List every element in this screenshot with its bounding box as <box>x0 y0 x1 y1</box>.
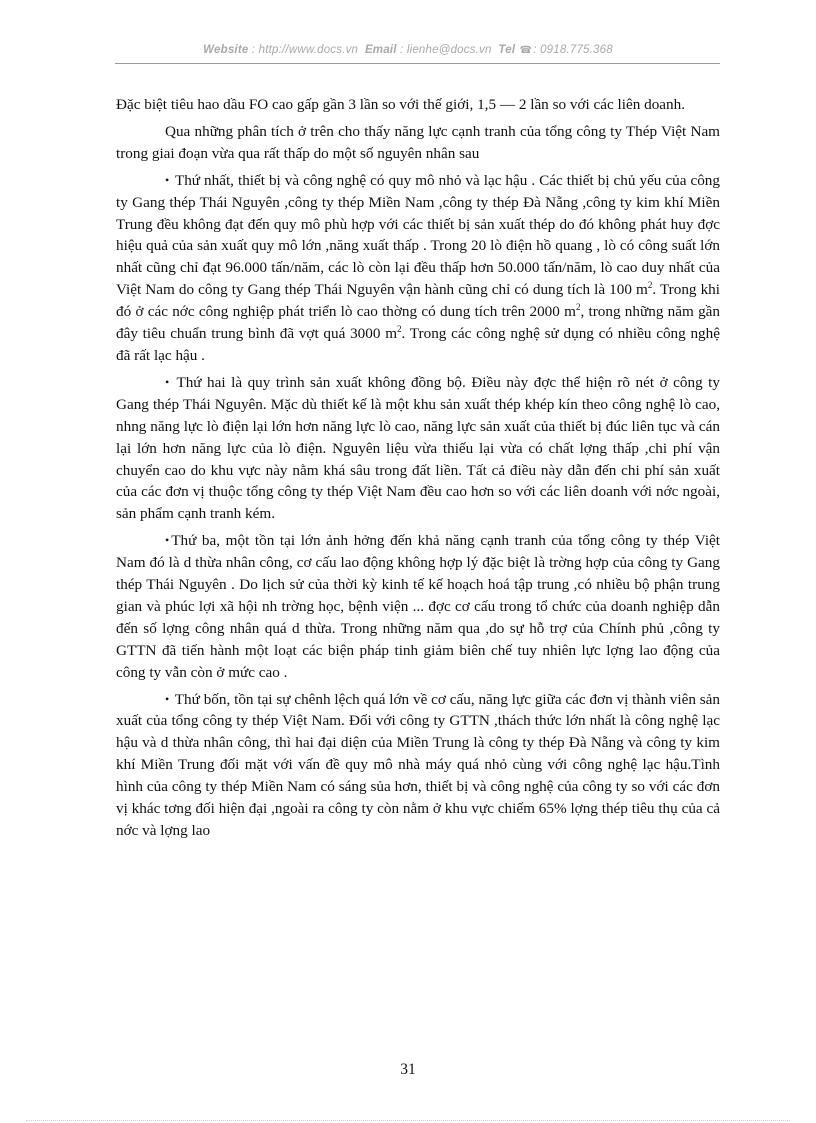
header-divider <box>115 63 720 64</box>
paragraph-intro: Đặc biệt tiêu hao dầu FO cao gấp gần 3 lần so với thế giới, 1,5 — 2 lần so với các liên doanh. <box>116 96 686 113</box>
point-one-text-c: , trong những năm gần đây tiêu chuẩn trung bình đã vợt quá 3000 m <box>116 303 720 343</box>
email-value[interactable]: : lienhe@docs.vn <box>400 44 492 56</box>
bullet-point: • <box>165 172 170 187</box>
paragraph-point-one <box>116 170 720 367</box>
paragraph-summary: Qua những phân tích ở trên cho thấy năng lực cạnh tranh của tổng công ty Thép Việt Nam trong giai đoạn vừa qua rất thấp do một số nguyên nhân sau <box>116 122 720 162</box>
bullet-point: • <box>165 374 170 389</box>
website-value[interactable]: : http://www.docs.vn <box>251 44 359 56</box>
superscript-2: 2 <box>647 280 653 291</box>
email-label: Email <box>364 44 397 56</box>
page-header <box>0 44 816 56</box>
point-one-text-b: . Trong khi đó ở các nớc công nghiệp phát triển lò cao thờng có dung tích trên 2000 m <box>116 281 721 321</box>
page-number: 31 <box>400 1061 416 1078</box>
superscript-2: 2 <box>397 324 402 335</box>
bullet-point: • <box>165 691 170 706</box>
bullet-point: • <box>165 533 170 548</box>
point-one-text-a: Thứ nhất, thiết bị và công nghệ có quy mô nhỏ và lạc hậu . Các thiết bị chủ yếu của công ty Gang thép Thái Nguyên ,công ty thép Miền Nam ,công ty thép Đà Nẵng ,công ty kim khí Miền Trung đều không đạt đến quy mô phù hợp với các thiết bị sản xuất thép do đó không phát huy đợc hiệu quả của sản xuất quy mô lớn ,năng xuất thấp . Trong 20 lò điện hồ quang , lò có công suất lớn nhất cũng chỉ đạt 96.000 tấn/năm, các lò còn lại đều thấp hơn 50.000 tấn/năm, lò cao duy nhất của Việt Nam do công ty Gang thép Thái Nguyên vận hành cũng chỉ có dung tích là 100 m <box>116 171 720 299</box>
footer-divider <box>26 1120 790 1121</box>
point-three-text: Thứ ba, một tồn tại lớn ảnh hởng đến khả năng cạnh tranh của tổng công ty thép Việt Nam đó là d thừa nhân công, cơ cấu lao động không hợp lý đặc biệt là trờng hợp của công ty Gang thép Thái Nguyên . Do lịch sử của thời kỳ kinh tế kế hoạch hoá tập trung ,có nhiều bộ phận trung gian và phúc lợi xã hội nh trờng học, bệnh viện ... đợc cơ cấu trong tổ chức của doanh nghiệp dẫn đến số lợng công nhân quá d thừa. Trong những năm qua ,do sự hỗ trợ của Chính phủ ,công ty GTTN đã tiến hành một loạt các biện pháp tinh giảm biên chế tuy nhiên lực lợng lao động của công ty vẫn còn ở mức cao . <box>116 532 720 681</box>
point-two-text: Thứ hai là quy trình sản xuất không đồng bộ. Điều này đợc thể hiện rõ nét ở công ty Gang thép Thái Nguyên. Mặc dù thiết kế là một khu sản xuất thép khép kín theo công nghệ lò cao, nhng năng lực lò điện lại lớn hơn năng lực lò cao, năng lực sản xuất của thiết bị đúc liên tục và cán lại lớn hơn năng lực của lò điện. Nguyên liệu vừa thiếu lại vừa có chất lợng thấp ,chi phí vận chuyển cao do khu vực này nằm khá sâu trong đất liền. Tất cả điều này dẫn đến chi phí sản xuất của các đơn vị thuộc tổng công ty thép Việt Nam đều cao hơn so với các liên doanh với nớc ngoài, sản phẩm cạnh tranh kém. <box>116 373 720 523</box>
tel-label: Tel <box>498 44 516 56</box>
tel-value: : 0918.775.368 <box>533 44 613 56</box>
website-label: Website <box>203 44 249 56</box>
paragraph-point-four <box>116 689 720 842</box>
paragraph-point-two <box>116 372 720 525</box>
point-four-text: Thứ bốn, tồn tại sự chênh lệch quá lớn về cơ cấu, năng lực giữa các đơn vị thành viên sản xuất của tổng công ty thép Việt Nam. Đối với công ty GTTN ,thách thức lớn nhất là công nghệ lạc hậu và d thừa nhân công, thì hai đại diện của Miền Trung là công ty thép Đà Nẵng và công ty kim khí Miền Trung đối mặt với vấn đề quy mô nhà máy quá nhỏ cùng với công nghệ lạc hậu.Tình hình của công ty thép Miền Nam có sáng sủa hơn, thiết bị và công nghệ của công ty so với các đơn vị khác tơng đối hiện đại ,ngoài ra công ty còn nằm ở khu vực chiếm 65% lợng thép tiêu thụ của cả nớc và lợng lao <box>116 690 720 839</box>
phone-icon: ☎ <box>519 45 533 56</box>
superscript-2: 2 <box>575 302 581 313</box>
paragraph-point-three <box>116 530 720 683</box>
document-body <box>116 94 720 842</box>
point-one-text-d: . Trong các công nghệ sử dụng có nhiều công nghệ đã rất lạc hậu . <box>116 325 720 364</box>
